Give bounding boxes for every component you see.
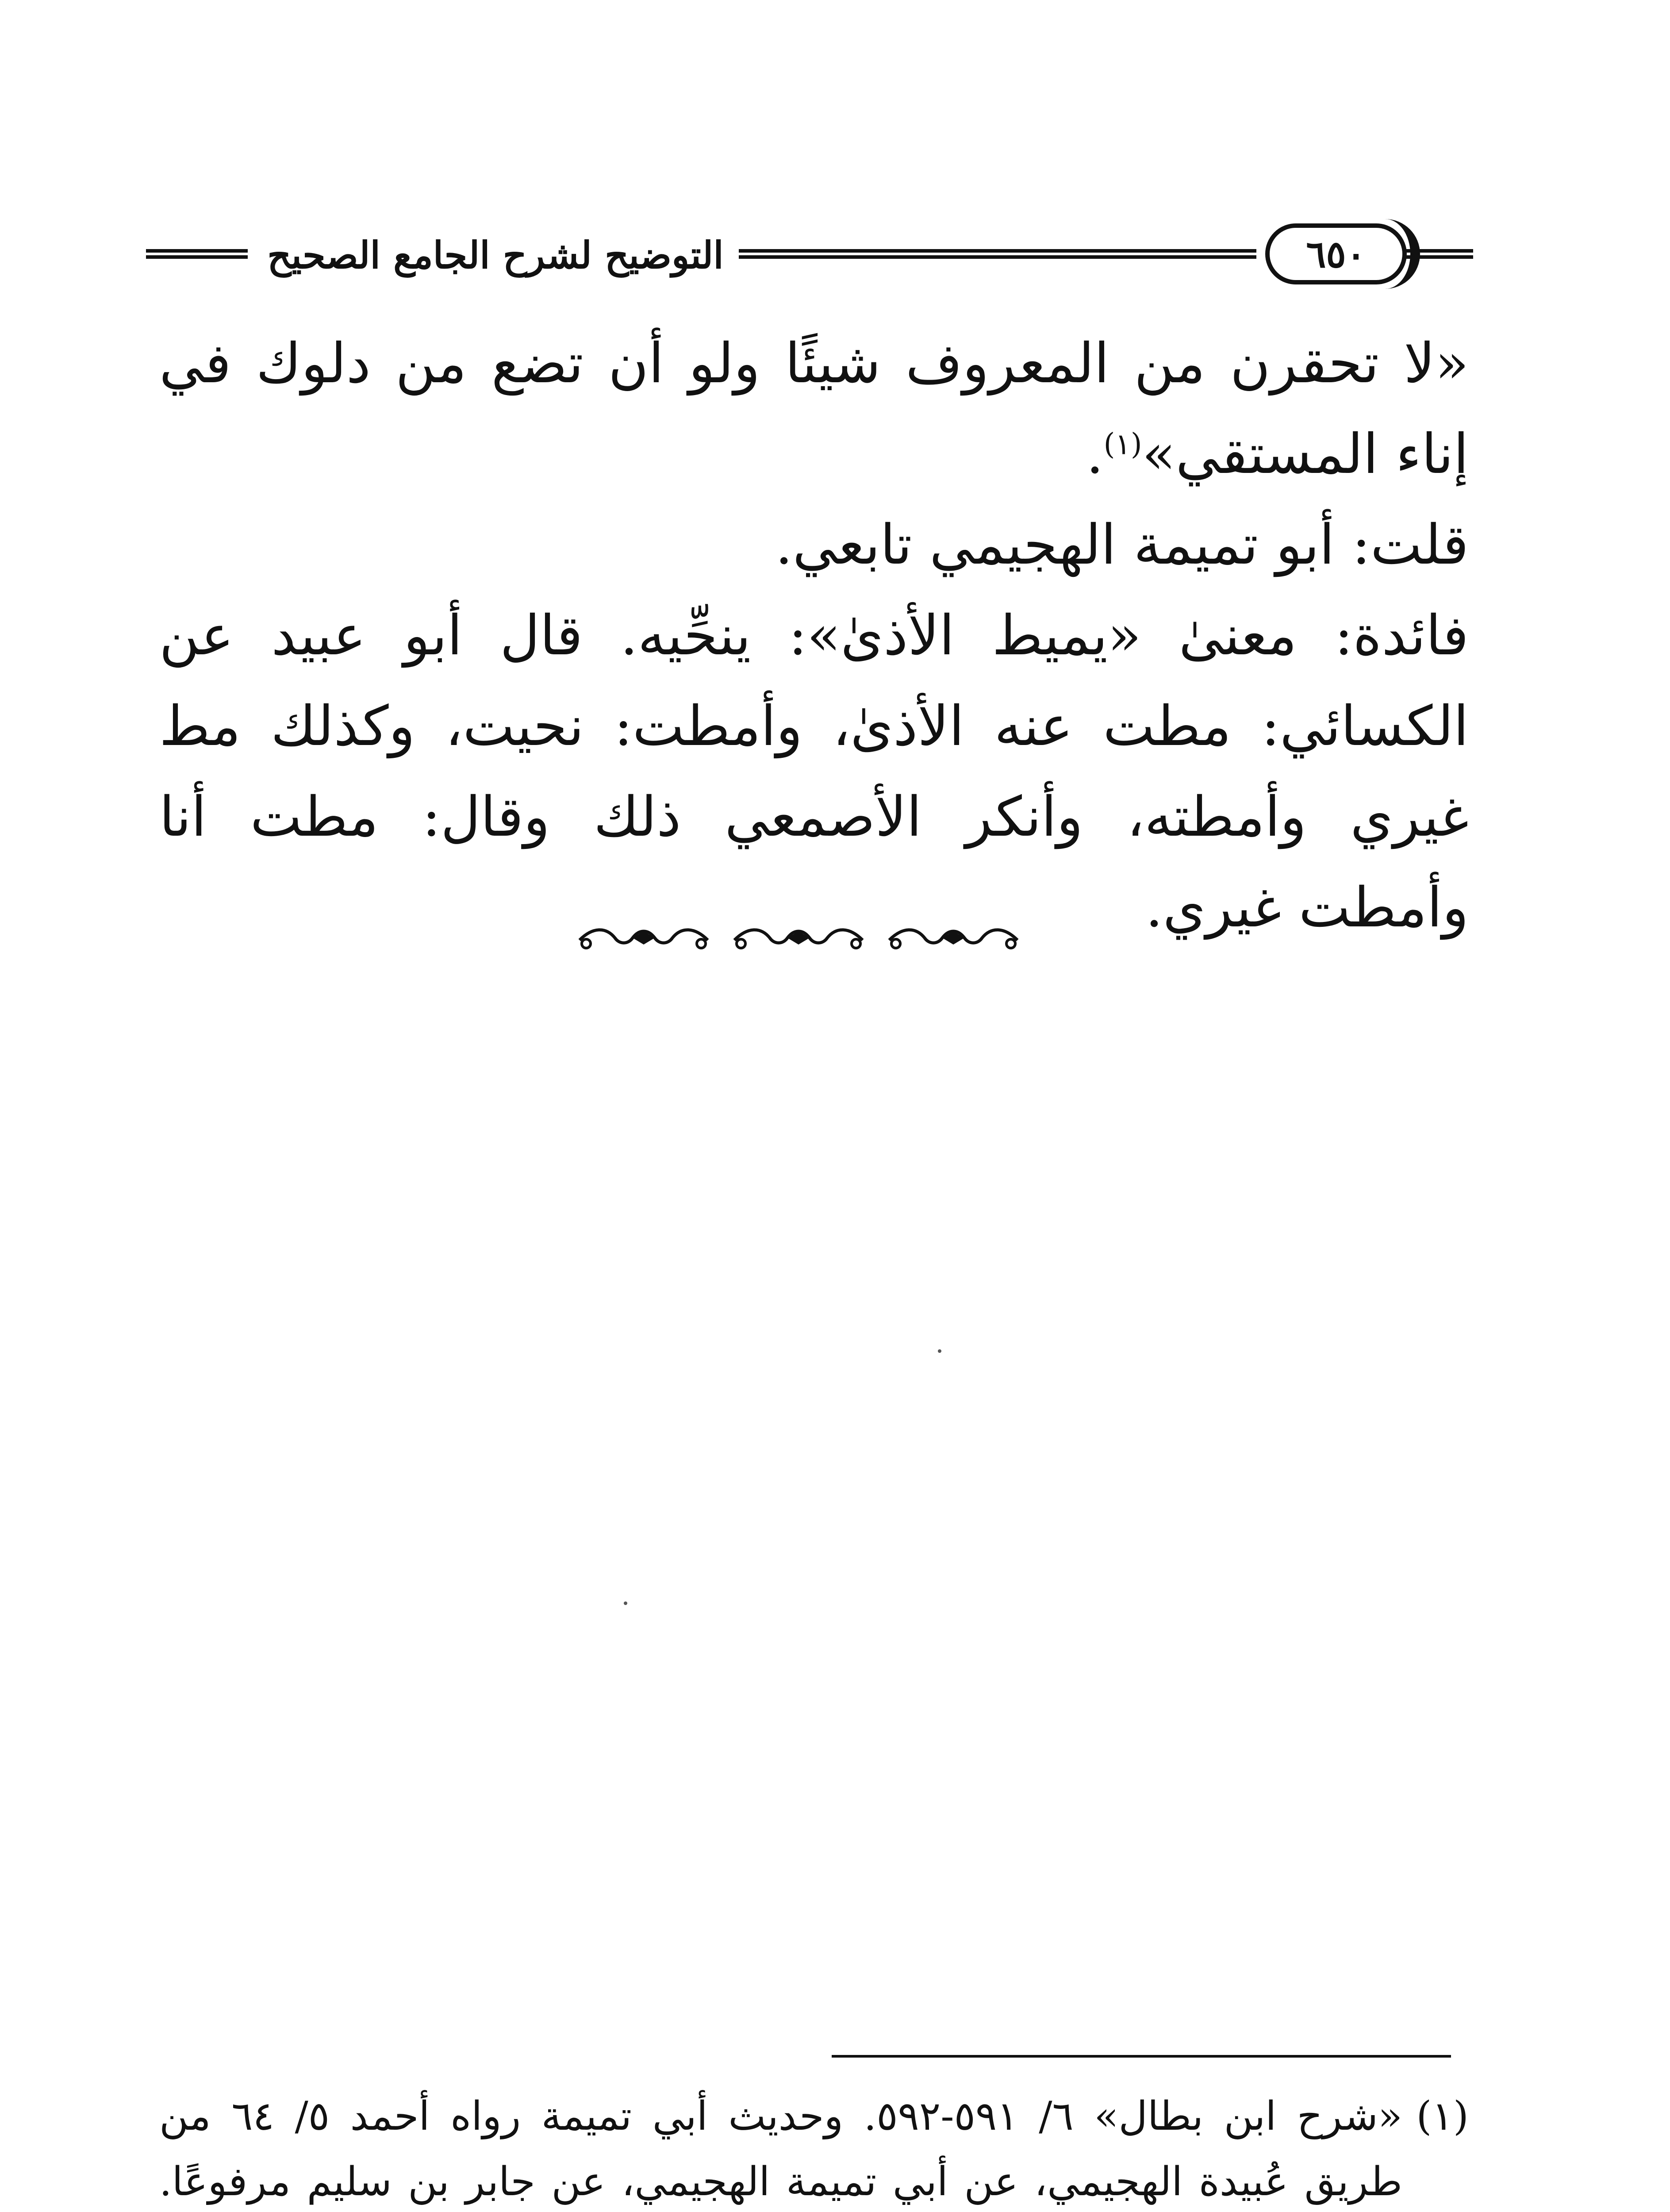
header-rule-right [1402,249,1473,259]
book-title: التوضيح لشرح الجامع الصحيح [267,233,724,277]
page-number: ٦٥٠ [1306,232,1366,276]
benefit-paragraph: فائدة: معنىٰ «يميط الأذىٰ»: ينحِّيه. قال أبو عبيد عن الكسائي: مطت عنه الأذىٰ، وأمطت: نحيت، وكذلك مط غيري وأمطته، وأنكر الأصمعي ذلك وقال: مطت أنا وأمطت غيري. [159,604,1469,940]
footnote-text: «شرح ابن بطال» ٦/ ٥٩١-٥٩٢. وحديث أبي تميمة رواه أحمد ٥/ ٦٤ من طريق عُبيدة الهجيمي، عن أبي تميمة الهجيمي، عن جابر بن سليم مرفوعًا. [159,2093,1402,2205]
scan-speck [624,1601,627,1605]
footnote-1 [159,2084,1469,2212]
footnote-ref: (١) [1103,427,1142,461]
floral-flourish-icon [730,922,867,953]
footnote-separator [832,2055,1451,2058]
footnote-mark: (١) [1416,2093,1469,2139]
running-header [128,223,1473,285]
hadith-quote: «لا تحقرن من المعروف شيئًا ولو أن تضع من دلوك في إناء المستقي» [159,332,1469,486]
header-rule-left [146,249,248,259]
comment-paragraph: قلت: أبو تميمة الهجيمي تابعي. [775,513,1469,577]
floral-flourish-icon [885,922,1022,953]
floral-divider-icon [575,922,1022,953]
scan-speck [938,1349,941,1353]
hadith-quote-paragraph [159,319,1469,500]
main-text [159,319,1469,953]
floral-flourish-icon [575,922,712,953]
header-rule-middle [739,249,1256,259]
sentence-end: . [1086,422,1104,486]
